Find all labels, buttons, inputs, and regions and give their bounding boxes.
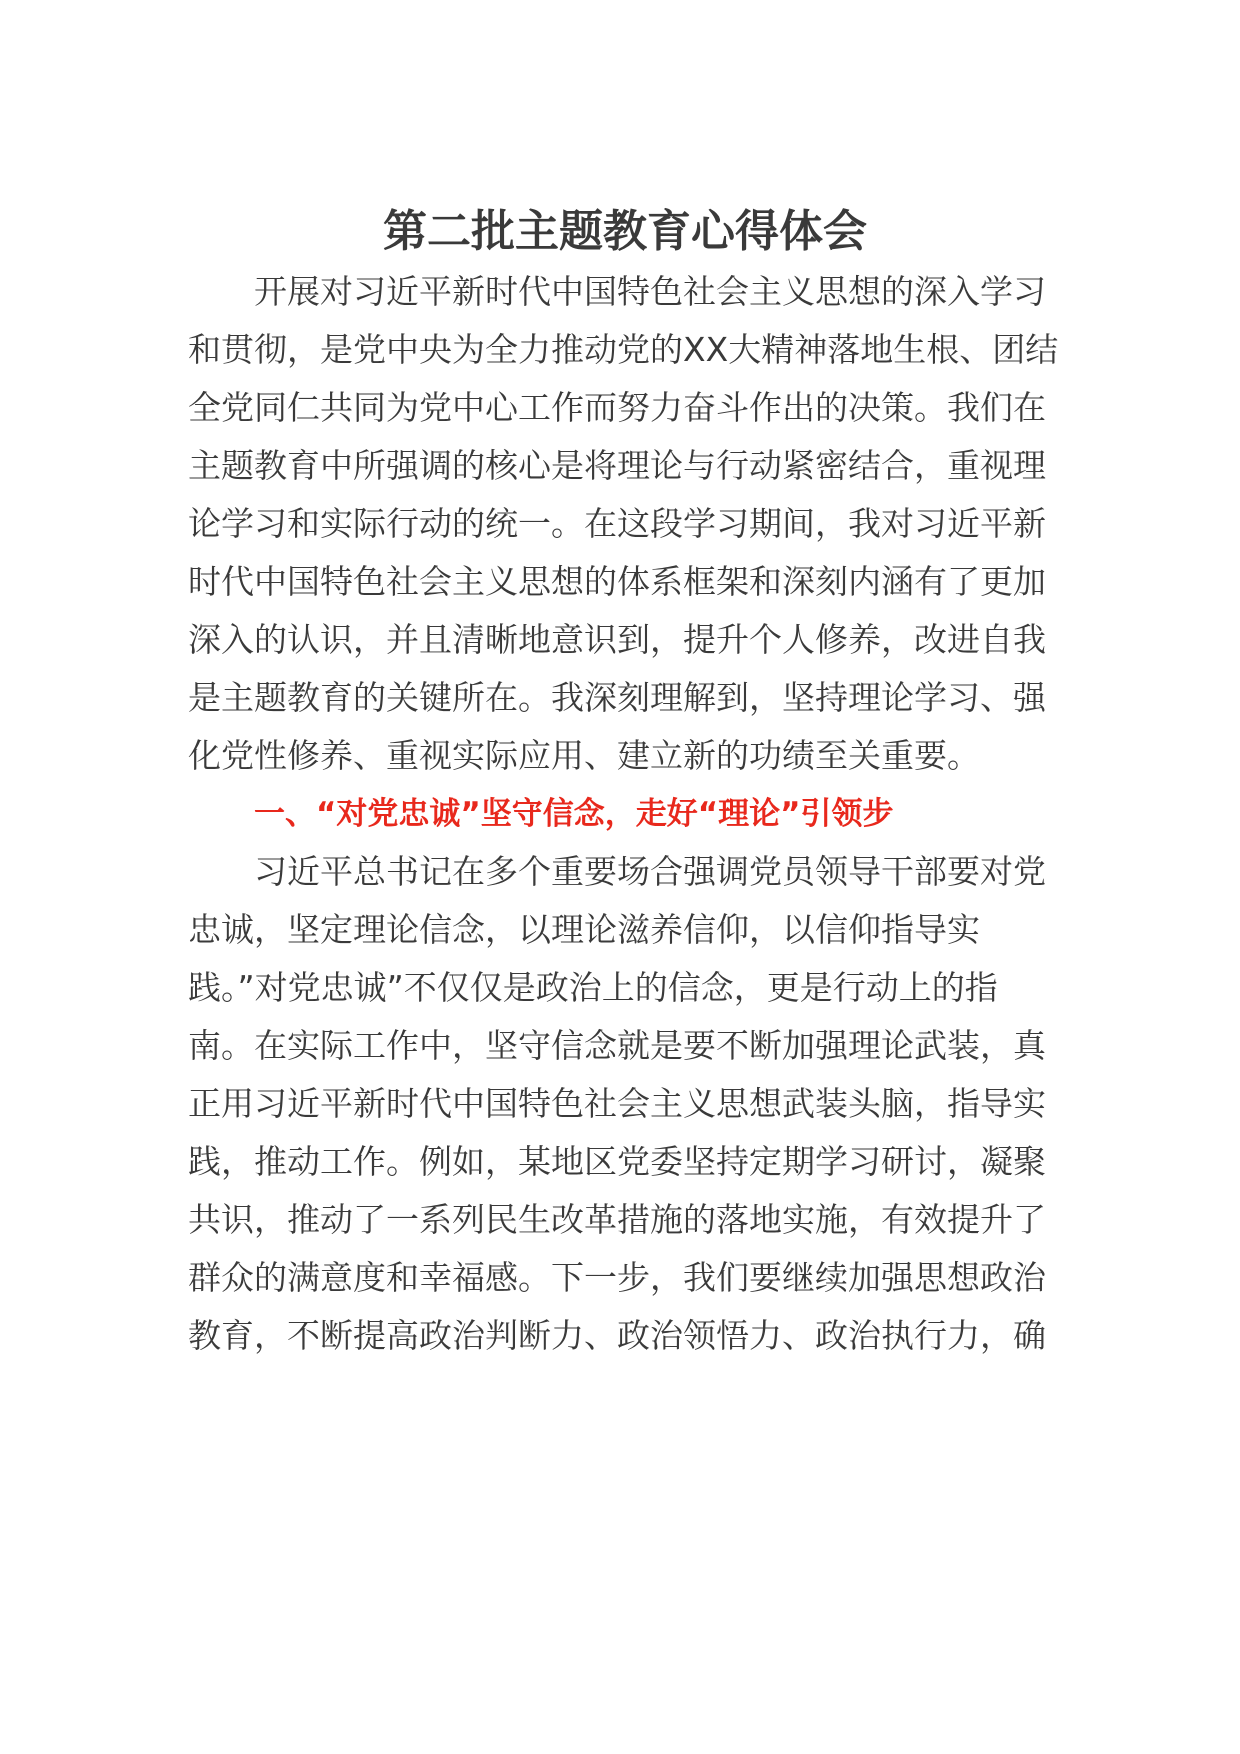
section-1-heading: 一、“对党忠诚”坚守信念，走好“理论”引领步 [254, 796, 894, 832]
paragraph-2-line: 南。在实际工作中，坚守信念就是要不断加强理论武装，真 [188, 1026, 1046, 1065]
paragraph-2-line: 践。”对党忠诚”不仅仅是政治上的信念，更是行动上的指 [188, 968, 998, 1007]
paragraph-1-line: 主题教育中所强调的核心是将理论与行动紧密结合，重视理 [188, 446, 1046, 485]
paragraph-2-line: 教育，不断提高政治判断力、政治领悟力、政治执行力，确 [188, 1316, 1046, 1355]
paragraph-2-line: 习近平总书记在多个重要场合强调党员领导干部要对党 [254, 852, 1046, 891]
paragraph-2-line: 群众的满意度和幸福感。下一步，我们要继续加强思想政治 [188, 1258, 1046, 1297]
paragraph-1-line: 全党同仁共同为党中心工作而努力奋斗作出的决策。我们在 [188, 388, 1046, 427]
paragraph-1-line: 论学习和实际行动的统一。在这段学习期间，我对习近平新 [188, 504, 1046, 543]
paragraph-1-line: 开展对习近平新时代中国特色社会主义思想的深入学习 [254, 272, 1046, 311]
paragraph-2-line: 共识，推动了一系列民生改革措施的落地实施，有效提升了 [188, 1200, 1046, 1239]
paragraph-2-line: 忠诚，坚定理论信念，以理论滋养信仰，以信仰指导实 [188, 910, 980, 949]
paragraph-1-line: 时代中国特色社会主义思想的体系框架和深刻内涵有了更加 [188, 562, 1046, 601]
paragraph-1-line: 是主题教育的关键所在。我深刻理解到，坚持理论学习、强 [188, 678, 1046, 717]
paragraph-2-line: 践，推动工作。例如，某地区党委坚持定期学习研讨，凝聚 [188, 1142, 1046, 1181]
paragraph-1-line: 和贯彻，是党中央为全力推动党的XX大精神落地生根、团结 [188, 330, 1059, 369]
document-title: 第二批主题教育心得体会 [383, 206, 867, 257]
paragraph-1-line: 化党性修养、重视实际应用、建立新的功绩至关重要。 [188, 736, 980, 775]
paragraph-1-line: 深入的认识，并且清晰地意识到，提升个人修养，改进自我 [188, 620, 1046, 659]
document-page [188, 0, 1062, 1754]
paragraph-2-line: 正用习近平新时代中国特色社会主义思想武装头脑，指导实 [188, 1084, 1046, 1123]
